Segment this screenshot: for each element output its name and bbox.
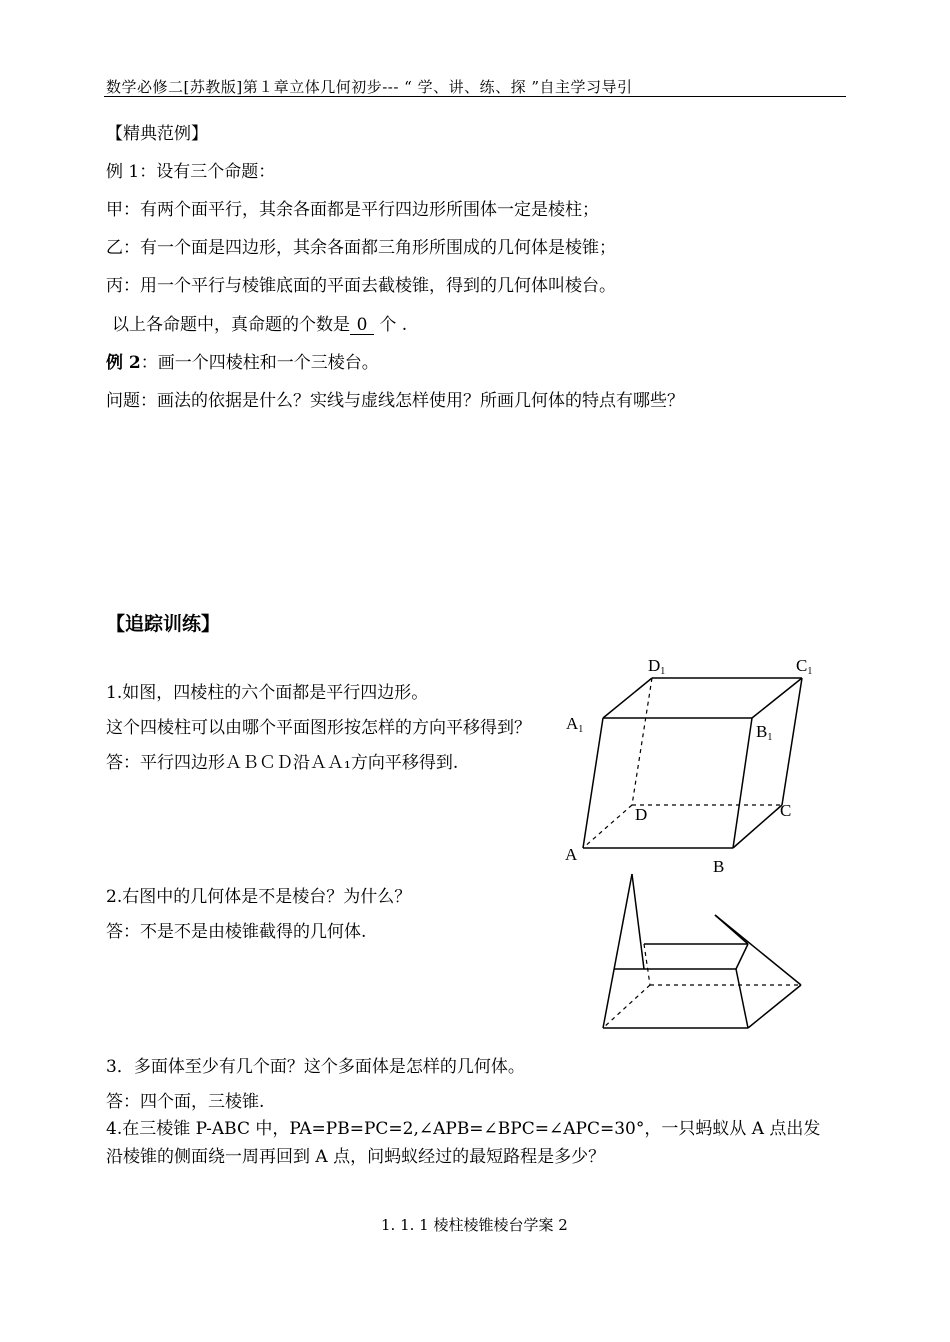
q3-answer: 答：四个面，三棱锥. — [106, 1092, 265, 1112]
section-title-practice: 【追踪训练】 — [106, 613, 221, 635]
label-c: C — [780, 801, 792, 820]
example1-question — [112, 310, 407, 335]
label-a1: A1 — [566, 714, 584, 735]
edge-b1c1 — [752, 678, 802, 718]
q2-answer: 答：不是不是由棱锥截得的几何体. — [106, 922, 367, 942]
edge-front-right — [736, 969, 748, 1028]
q1-line2: 这个四棱柱可以由哪个平面图形按怎样的方向平移得到？ — [106, 718, 531, 738]
edge-apex-left — [603, 874, 632, 1028]
page-footer: 1. 1. 1 棱柱棱锥棱台学案 2 — [381, 1216, 568, 1234]
section-title-examples: 【精典范例】 — [106, 124, 208, 144]
question-prefix: 以上各命题中，真命题的个数是 — [112, 315, 350, 335]
edge-bc — [733, 805, 782, 848]
page-header: 数学必修二[苏教版]第１章立体几何初步--- “ 学、讲、练、探 ”自主学习导引 — [106, 78, 633, 96]
answer-blank: 0 — [350, 316, 374, 335]
hidden-edge-da — [583, 805, 632, 848]
example2-question: 问题：画法的依据是什么？实线与虚线怎样使用？所画几何体的特点有哪些？ — [106, 391, 684, 411]
q3-line1: 3．多面体至少有几个面？这个多面体是怎样的几何体。 — [106, 1057, 525, 1077]
q1-answer: 答：平行四边形ＡＢＣＤ沿ＡＡ₁方向平移得到. — [106, 753, 459, 773]
proposition-jia: 甲：有两个面平行，其余各面都是平行四边形所围体一定是棱柱； — [106, 200, 599, 220]
solid-figure — [590, 865, 810, 1035]
hidden-edge-d1d — [632, 678, 652, 805]
edge-d1a1 — [603, 678, 652, 718]
header-rule — [104, 96, 846, 97]
question-suffix: 个 . — [374, 315, 408, 335]
edge-upper-side — [736, 944, 748, 969]
hidden-edge-left — [644, 944, 650, 985]
q4-line2: 沿棱锥的侧面绕一周再回到 A 点，问蚂蚁经过的最短路程是多少？ — [106, 1147, 606, 1167]
edge-right-bottom — [748, 985, 801, 1028]
q1-line1: 1.如图，四棱柱的六个面都是平行四边形。 — [106, 683, 429, 703]
proposition-bing: 丙：用一个平行与棱锥底面的平面去截棱锥，得到的几何体叫棱台。 — [106, 276, 616, 296]
edge-c1c — [782, 678, 802, 805]
label-d: D — [635, 805, 648, 824]
edge-a1a — [583, 718, 603, 848]
edge-apex-right — [632, 874, 644, 969]
label-d1: D1 — [648, 656, 666, 677]
example2-text: ：画一个四棱柱和一个三棱台。 — [140, 353, 379, 373]
edge-b1b — [733, 718, 752, 848]
q4-line1: 4.在三棱锥 P-ABC 中，PA=PB=PC=2,∠APB=∠BPC=∠APC=30°，一只蚂蚁从 A 点出发 — [106, 1119, 821, 1139]
label-c1: C1 — [796, 656, 813, 677]
q2-line1: 2.右图中的几何体是不是棱台？为什么？ — [106, 887, 412, 907]
label-a: A — [565, 845, 578, 864]
example2-line — [106, 348, 379, 373]
label-b1: B1 — [756, 722, 773, 743]
proposition-yi: 乙：有一个面是四边形，其余各面都三角形所围成的几何体是棱锥； — [106, 238, 616, 258]
label-b: B — [713, 857, 725, 876]
prism-figure — [540, 650, 840, 880]
example1-title: 例 1：设有三个命题： — [106, 162, 276, 182]
example2-label: 例 2 — [106, 353, 141, 373]
edge-right-top — [715, 915, 801, 985]
